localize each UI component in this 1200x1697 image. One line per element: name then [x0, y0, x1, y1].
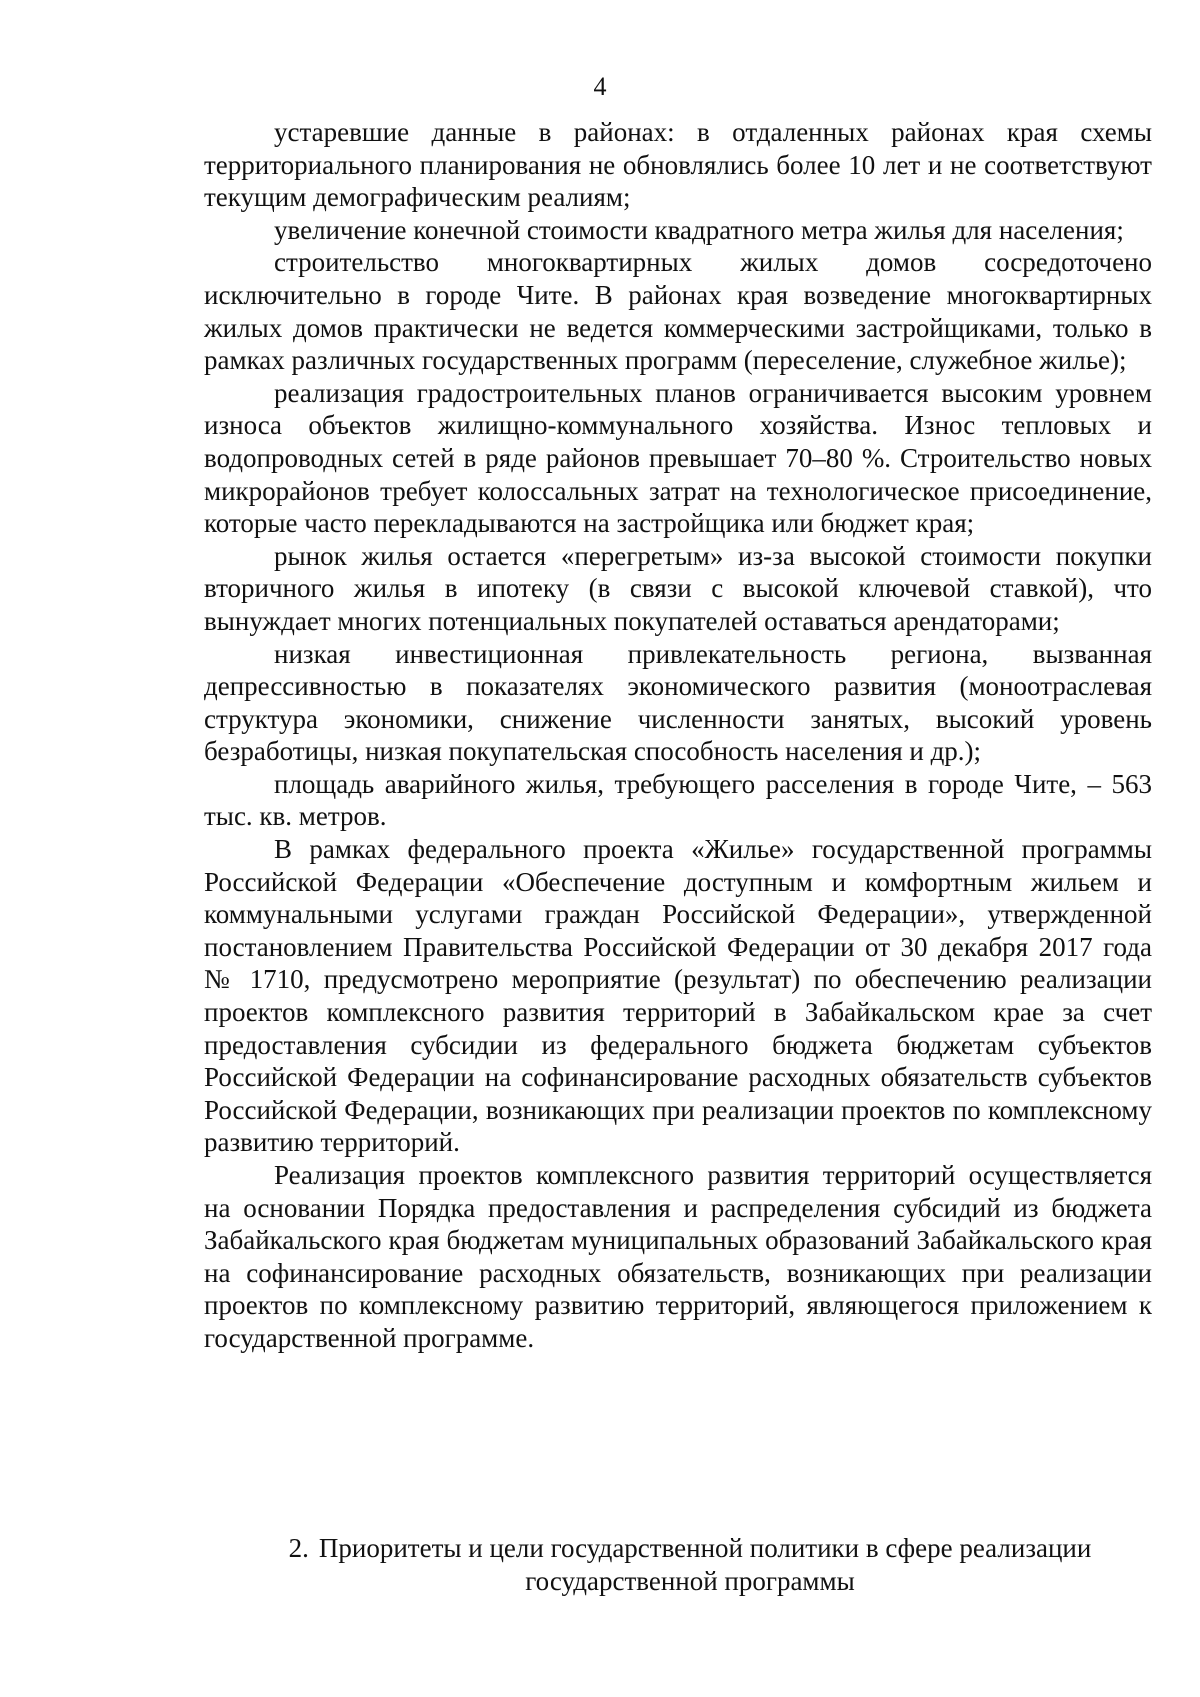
section-number: 2.: [288, 1533, 309, 1563]
paragraph-construction-chita: строительство многоквартирных жилых домов сосредоточено исключительно в городе Чите. В районах края возведение многоквартирных жилых домов практически не ведется коммерческими застройщиками, только в рамках различных государственных программ (переселение, служебное жилье);: [204, 247, 1152, 376]
paragraph-emergency-housing: площадь аварийного жилья, требующего расселения в городе Чите, – 563 тыс. кв. метров.: [204, 768, 1152, 832]
section-heading-line-2: государственной программы: [525, 1566, 855, 1596]
paragraph-infrastructure-wear: реализация градостроительных планов ограничивается высоким уровнем износа объектов жилищно-коммунального хозяйства. Износ тепловых и водопроводных сетей в ряде районов превышает 70–80 %. Строительство новых микрорайонов требует колоссальных затрат на технологическое присоединение, которые часто перекладываются на застройщика или бюджет края;: [204, 377, 1152, 539]
paragraph-outdated-data: устаревшие данные в районах: в отдаленных районах края схемы территориального планирования не обновлялись более 10 лет и не соответствуют текущим демографическим реалиям;: [204, 117, 1152, 213]
body-text: [204, 116, 1152, 1355]
paragraph-federal-project: В рамках федерального проекта «Жилье» государственной программы Российской Федерации «Обеспечение доступным и комфортным жильем и коммунальными услугами граждан Российской Федерации», утвержденной постановлением Правительства Российской Федерации от 30 декабря 2017 года № 1710, предусмотрено мероприятие (результат) по обеспечению реализации проектов комплексного развития территорий в Забайкальском крае за счет предоставления субсидии из федерального бюджета бюджетам субъектов Российской Федерации на софинансирование расходных обязательств субъектов Российской Федерации, возникающих при реализации проектов по комплексному развитию территорий.: [204, 834, 1152, 1158]
section-heading: [230, 1532, 1150, 1598]
paragraph-housing-market: рынок жилья остается «перегретым» из-за высокой стоимости покупки вторичного жилья в ипотеку (в связи с высокой ключевой ставкой), что вынуждает многих потенциальных покупателей оставаться арендаторами;: [204, 540, 1152, 636]
paragraph-implementation-order: Реализация проектов комплексного развития территорий осуществляется на основании Порядка предоставления и распределения субсидий из бюджета Забайкальского края бюджетам муниципальных образований Забайкальского края на софинансирование расходных обязательств, возникающих при реализации проектов по комплексному развитию территорий, являющегося приложением к государственной программе.: [204, 1160, 1152, 1353]
page-number: 4: [593, 72, 607, 101]
section-heading-line-1: [230, 1532, 1150, 1565]
paragraph-investment-attractiveness: низкая инвестиционная привлекательность региона, вызванная депрессивностью в показателях экономического развития (моноотраслевая структура экономики, снижение численности занятых, высокий уровень безработицы, низкая покупательская способность населения и др.);: [204, 638, 1152, 767]
paragraph-cost-increase: увеличение конечной стоимости квадратного метра жилья для населения;: [274, 214, 1124, 245]
section-heading-text: Приоритеты и цели государственной политики в сфере реализации: [318, 1533, 1092, 1563]
